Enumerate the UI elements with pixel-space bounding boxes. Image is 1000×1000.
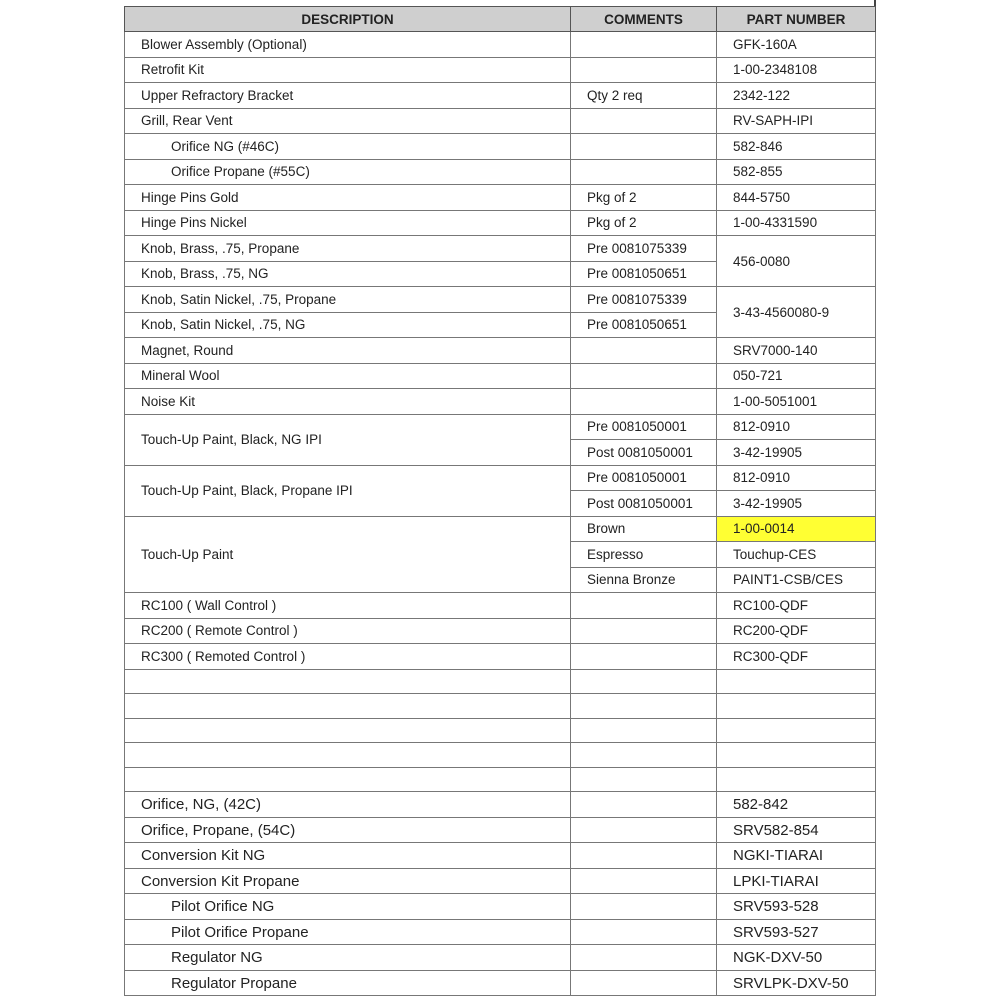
table-row <box>125 210 876 236</box>
description-cell: Orifice Propane (#55C) <box>125 159 571 185</box>
part-number-cell: RC300-QDF <box>717 644 876 670</box>
comment-cell <box>571 32 717 58</box>
table-row <box>125 919 876 945</box>
table-row <box>125 287 876 313</box>
comment-cell <box>571 694 717 719</box>
part-number-cell <box>717 694 876 719</box>
description-cell: Grill, Rear Vent <box>125 108 571 134</box>
description-cell: Orifice, Propane, (54C) <box>125 817 571 843</box>
part-number-cell: 812-0910 <box>717 465 876 491</box>
description-cell: Conversion Kit Propane <box>125 868 571 894</box>
comment-cell <box>571 945 717 971</box>
description-cell: Knob, Satin Nickel, .75, Propane <box>125 287 571 313</box>
description-cell <box>125 694 571 719</box>
description-cell: Blower Assembly (Optional) <box>125 32 571 58</box>
description-cell: Knob, Satin Nickel, .75, NG <box>125 312 571 338</box>
comment-cell: Pre 0081075339 <box>571 236 717 262</box>
table-row <box>125 868 876 894</box>
table-row <box>125 593 876 619</box>
description-cell <box>125 743 571 768</box>
comment-cell: Pre 0081075339 <box>571 287 717 313</box>
comment-cell <box>571 894 717 920</box>
comment-cell <box>571 593 717 619</box>
comment-cell <box>571 644 717 670</box>
part-number-cell: SRV593-527 <box>717 919 876 945</box>
table-row <box>125 516 876 542</box>
table-row <box>125 83 876 109</box>
part-number-cell: PAINT1-CSB/CES <box>717 567 876 593</box>
part-number-cell: 1-00-2348108 <box>717 57 876 83</box>
empty-row <box>125 718 876 743</box>
description-cell: Regulator NG <box>125 945 571 971</box>
comment-cell <box>571 767 717 792</box>
comment-cell: Pre 0081050651 <box>571 261 717 287</box>
part-number-cell: RC100-QDF <box>717 593 876 619</box>
description-cell: Mineral Wool <box>125 363 571 389</box>
header-row <box>125 7 876 32</box>
table-row <box>125 32 876 58</box>
comments-header: COMMENTS <box>571 7 717 32</box>
description-cell: Noise Kit <box>125 389 571 415</box>
comment-cell <box>571 363 717 389</box>
comment-cell: Brown <box>571 516 717 542</box>
description-cell: Upper Refractory Bracket <box>125 83 571 109</box>
description-cell <box>125 669 571 694</box>
description-cell <box>125 718 571 743</box>
comment-cell <box>571 338 717 364</box>
table-row <box>125 389 876 415</box>
part-number-cell: 582-842 <box>717 792 876 818</box>
part-number-cell: SRV593-528 <box>717 894 876 920</box>
description-cell <box>125 767 571 792</box>
part-number-cell <box>717 718 876 743</box>
comment-cell <box>571 389 717 415</box>
part-number-cell <box>717 767 876 792</box>
table-row <box>125 894 876 920</box>
comment-cell <box>571 669 717 694</box>
table-row <box>125 970 876 996</box>
description-cell: Conversion Kit NG <box>125 843 571 869</box>
comment-cell: Pkg of 2 <box>571 185 717 211</box>
part-number-cell <box>717 669 876 694</box>
comment-cell: Pre 0081050001 <box>571 414 717 440</box>
table-row <box>125 363 876 389</box>
part-number-cell: 1-00-5051001 <box>717 389 876 415</box>
part-number-cell <box>717 743 876 768</box>
table-row <box>125 817 876 843</box>
empty-row <box>125 669 876 694</box>
parts-list-sheet <box>124 6 876 996</box>
comment-cell <box>571 57 717 83</box>
part-number-cell: 812-0910 <box>717 414 876 440</box>
comment-cell <box>571 718 717 743</box>
part-number-cell: 3-43-4560080-9 <box>717 287 876 338</box>
table-row <box>125 644 876 670</box>
comment-cell <box>571 843 717 869</box>
part-number-cell: 3-42-19905 <box>717 440 876 466</box>
part-number-cell: NGKI-TIARAI <box>717 843 876 869</box>
empty-row <box>125 767 876 792</box>
part-number-header: PART NUMBER <box>717 7 876 32</box>
part-number-cell: LPKI-TIARAI <box>717 868 876 894</box>
description-cell: Hinge Pins Gold <box>125 185 571 211</box>
comment-cell: Post 0081050001 <box>571 440 717 466</box>
part-number-cell: SRV7000-140 <box>717 338 876 364</box>
part-number-cell: RV-SAPH-IPI <box>717 108 876 134</box>
table-row <box>125 843 876 869</box>
table-row <box>125 465 876 491</box>
part-number-cell: Touchup-CES <box>717 542 876 568</box>
comment-cell <box>571 919 717 945</box>
part-number-cell: RC200-QDF <box>717 618 876 644</box>
description-cell: Pilot Orifice NG <box>125 894 571 920</box>
comment-cell: Sienna Bronze <box>571 567 717 593</box>
comment-cell <box>571 792 717 818</box>
part-number-cell: 582-855 <box>717 159 876 185</box>
comment-cell <box>571 134 717 160</box>
comment-cell <box>571 618 717 644</box>
comment-cell: Post 0081050001 <box>571 491 717 517</box>
table-row <box>125 159 876 185</box>
description-cell: Touch-Up Paint, Black, NG IPI <box>125 414 571 465</box>
table-row <box>125 618 876 644</box>
description-cell: Retrofit Kit <box>125 57 571 83</box>
comment-cell <box>571 743 717 768</box>
description-cell: Touch-Up Paint <box>125 516 571 593</box>
part-number-cell: 050-721 <box>717 363 876 389</box>
comment-cell <box>571 817 717 843</box>
part-number-cell: 2342-122 <box>717 83 876 109</box>
part-number-cell: 3-42-19905 <box>717 491 876 517</box>
description-cell: Orifice NG (#46C) <box>125 134 571 160</box>
description-cell: Regulator Propane <box>125 970 571 996</box>
description-cell: RC100 ( Wall Control ) <box>125 593 571 619</box>
part-number-cell: 456-0080 <box>717 236 876 287</box>
comment-cell: Pre 0081050651 <box>571 312 717 338</box>
description-cell: RC200 ( Remote Control ) <box>125 618 571 644</box>
table-row <box>125 792 876 818</box>
comment-cell: Pkg of 2 <box>571 210 717 236</box>
part-number-cell: 1-00-4331590 <box>717 210 876 236</box>
highlighted-part-number-cell: 1-00-0014 <box>717 516 876 542</box>
description-cell: Magnet, Round <box>125 338 571 364</box>
table-row <box>125 134 876 160</box>
description-cell: RC300 ( Remoted Control ) <box>125 644 571 670</box>
table-row <box>125 945 876 971</box>
part-number-cell: NGK-DXV-50 <box>717 945 876 971</box>
table-row <box>125 236 876 262</box>
part-number-cell: 844-5750 <box>717 185 876 211</box>
description-cell: Knob, Brass, .75, NG <box>125 261 571 287</box>
description-cell: Knob, Brass, .75, Propane <box>125 236 571 262</box>
comment-cell: Pre 0081050001 <box>571 465 717 491</box>
table-row <box>125 338 876 364</box>
table-row <box>125 57 876 83</box>
description-cell: Pilot Orifice Propane <box>125 919 571 945</box>
table-row <box>125 108 876 134</box>
table-row <box>125 185 876 211</box>
description-cell: Orifice, NG, (42C) <box>125 792 571 818</box>
empty-row <box>125 743 876 768</box>
comment-cell: Qty 2 req <box>571 83 717 109</box>
description-cell: Hinge Pins Nickel <box>125 210 571 236</box>
part-number-cell: 582-846 <box>717 134 876 160</box>
table-row <box>125 414 876 440</box>
comment-cell <box>571 868 717 894</box>
part-number-cell: SRV582-854 <box>717 817 876 843</box>
description-header: DESCRIPTION <box>125 7 571 32</box>
comment-cell <box>571 970 717 996</box>
part-number-cell: SRVLPK-DXV-50 <box>717 970 876 996</box>
comment-cell: Espresso <box>571 542 717 568</box>
comment-cell <box>571 108 717 134</box>
description-cell: Touch-Up Paint, Black, Propane IPI <box>125 465 571 516</box>
comment-cell <box>571 159 717 185</box>
part-number-cell: GFK-160A <box>717 32 876 58</box>
parts-table <box>124 6 876 996</box>
empty-row <box>125 694 876 719</box>
